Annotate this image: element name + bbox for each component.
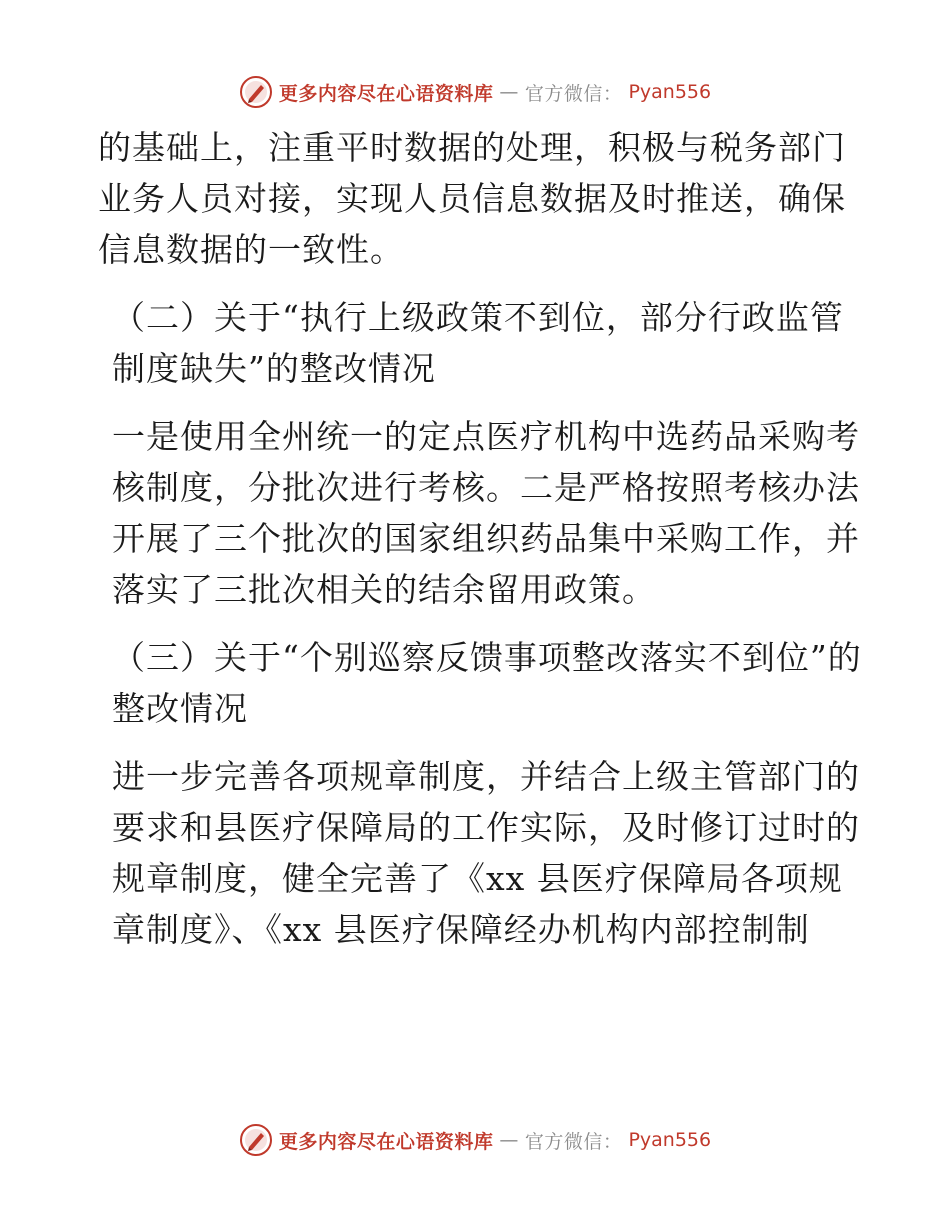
watermark-dash: — — [499, 1129, 519, 1151]
paragraph-3: 进一步完善各项规章制度，并结合上级主管部门的要求和县医疗保障局的工作实际，及时修订过时的规章制度，健全完善了《xx 县医疗保障局各项规章制度》、《xx 县医疗保障经办机构内部控制制 — [112, 757, 860, 949]
section-heading-2: （二）关于“执行上级政策不到位，部分行政监管制度缺失”的整改情况 — [112, 298, 844, 388]
pen-logo-icon — [239, 1123, 273, 1157]
watermark-dash: — — [499, 81, 519, 103]
document-body — [98, 122, 868, 955]
watermark-wechat-id: Pyan556 — [628, 1129, 712, 1151]
section-heading-3: （三）关于“个别巡察反馈事项整改落实不到位”的整改情况 — [112, 638, 862, 728]
watermark-wechat-id: Pyan556 — [628, 81, 712, 103]
footer-watermark — [0, 1120, 950, 1160]
watermark-brand: 更多内容尽在心语资料库 — [278, 1130, 494, 1153]
paragraph-1: 的基础上，注重平时数据的处理，积极与税务部门业务人员对接，实现人员信息数据及时推送，确保信息数据的一致性。 — [98, 128, 846, 269]
header-watermark — [0, 72, 950, 112]
paragraph-2: 一是使用全州统一的定点医疗机构中选药品采购考核制度，分批次进行考核。二是严格按照考核办法开展了三个批次的国家组织药品集中采购工作，并落实了三批次相关的结余留用政策。 — [112, 417, 860, 609]
watermark-official: 官方微信： — [524, 82, 623, 105]
watermark-brand: 更多内容尽在心语资料库 — [278, 82, 494, 105]
watermark-official: 官方微信： — [524, 1130, 623, 1153]
pen-logo-icon — [239, 75, 273, 109]
